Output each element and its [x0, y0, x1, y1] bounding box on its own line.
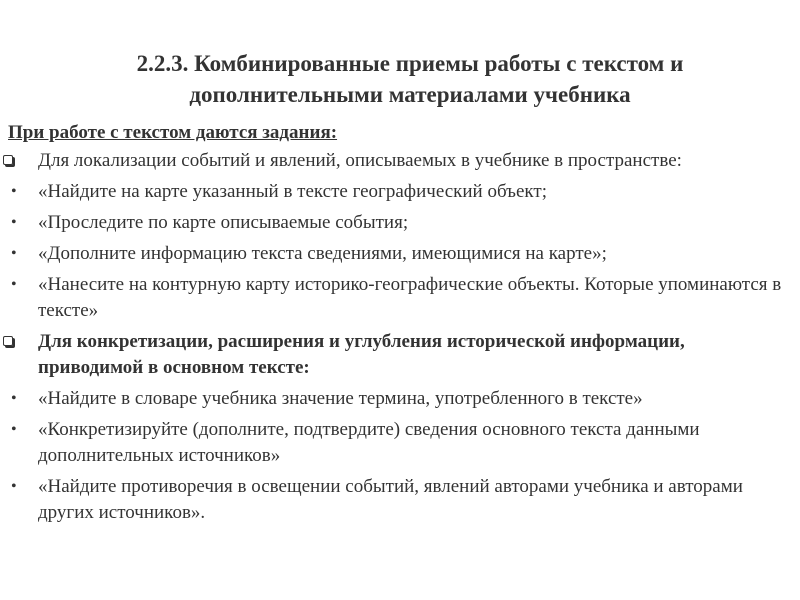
title-line-2: дополнительными материалами учебника: [189, 82, 631, 107]
list-item: [0, 179, 790, 205]
list-item: [0, 148, 790, 174]
bullet-dot-icon: •: [11, 214, 17, 231]
list-item: [0, 386, 790, 412]
list-item-text: «Найдите противоречия в освещении событий, явлений авторами учебника и авторами других источников».: [38, 476, 743, 523]
list-item: [0, 474, 790, 526]
list-item: [0, 272, 790, 324]
list-item-text: «Найдите в словаре учебника значение термина, употребленного в тексте»: [38, 388, 643, 409]
bullet-dot-icon: •: [11, 478, 17, 495]
checkbox-square-icon: [3, 336, 13, 346]
list-item: [0, 210, 790, 236]
bullet-dot-icon: •: [11, 183, 17, 200]
checkbox-square-icon: [3, 155, 13, 165]
task-list: [0, 148, 800, 531]
slide-title: [40, 48, 780, 110]
list-item-text: «Найдите на карте указанный в тексте географический объект;: [38, 181, 547, 202]
bullet-dot-icon: •: [11, 245, 17, 262]
bullet-dot-icon: •: [11, 276, 17, 293]
title-line-1: 2.2.3. Комбинированные приемы работы с текстом и: [136, 51, 684, 76]
list-item-text: Для конкретизации, расширения и углубления исторической информации, приводимой в основном тексте:: [38, 331, 685, 378]
bullet-dot-icon: •: [11, 390, 17, 407]
list-item: [0, 329, 790, 381]
bullet-dot-icon: •: [11, 421, 17, 438]
list-item-text: «Проследите по карте описываемые события;: [38, 212, 409, 233]
list-item-text: «Дополните информацию текста сведениями, имеющимися на карте»;: [38, 243, 607, 264]
section-subheading: При работе с текстом даются задания:: [8, 122, 338, 143]
list-item-text: Для локализации событий и явлений, описываемых в учебнике в пространстве:: [38, 150, 682, 171]
list-item-text: «Нанесите на контурную карту историко-географические объекты. Которые упоминаются в тексте»: [38, 274, 782, 321]
list-item-text: «Конкретизируйте (дополните, подтвердите) сведения основного текста данными дополнительных источников»: [38, 419, 700, 466]
list-item: [0, 417, 790, 469]
list-item: [0, 241, 790, 267]
